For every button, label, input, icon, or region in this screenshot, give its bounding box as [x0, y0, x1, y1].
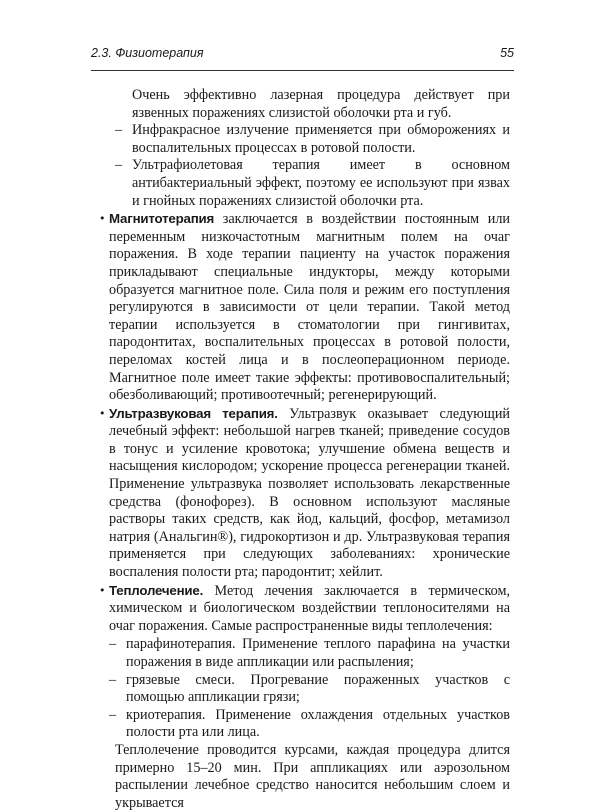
list-item	[109, 672, 510, 707]
bullet-magnetotherapy	[99, 210, 511, 405]
ultrasound-text: Ультразвук оказывает следующий лечебный эффект: небольшой нагрев тканей; приведение сосудов в тонус и усиление кровотока; улучшение обмена веществ и насыщения кислородом; ускорение процесса регенерации тканей. Применение ультразвука позволяет использовать лекарственные средства (фонофорез). В основном используют масляные растворы таких средств, как йод, кальций, фосфор, метамизол натрия (Анальгин®), гидрокортизон и др. Ультразвуковая терапия применяется при следующих заболеваниях: хронические воспаления полости рта; пародонтит; хейлит.	[109, 405, 511, 581]
dash-marker: –	[109, 706, 117, 723]
bullet-icon: •	[99, 212, 106, 226]
continuation-paragraph: Очень эффективно лазерная процедура действует при язвенных поражениях слизистой оболочки рта и губ.	[132, 87, 510, 121]
bullet-heat	[99, 582, 511, 742]
list-item	[109, 707, 510, 742]
list-item-text: грязевые смеси. Прогревание пораженных участков с помощью аппликации грязи;	[126, 671, 510, 706]
bullet-icon: •	[99, 583, 106, 597]
page-number: 55	[500, 46, 514, 60]
list-item-text: криотерапия. Применение охлаждения отдельных участков полости рта или лица.	[126, 706, 510, 741]
dash-marker: –	[115, 157, 123, 174]
dash-marker: –	[115, 122, 123, 139]
dash-marker: –	[109, 671, 117, 688]
magnetotherapy-text: заключается в воздействии постоянным или переменным низкочастотным магнитным полем на очаг поражения. В ходе терапии пациенту на участок поражения прикладывают специальные индукторы, между которыми образуется магнитное поле. Сила поля и режим его поступления регулируются в зависимости от цели терапии. Такой метод терапии используется в стоматологии при гингивитах, пародонтитах, воспалительных процессах в ротовой полости, переломах костей лица и в послеоперационном периоде. Магнитное поле имеет такие эффекты: противовоспалительный; обезболивающий; противоотечный; регенерирующий.	[109, 211, 511, 404]
section-title: 2.3. Физиотерапия	[91, 46, 204, 60]
list-item-text: Инфракрасное излучение применяется при обморожениях и воспалительных процессах в ротовой полости.	[132, 122, 510, 156]
dash-marker: –	[109, 636, 117, 653]
list-item	[109, 636, 510, 671]
bullet-ultrasound	[99, 405, 511, 582]
heat-text: Метод лечения заключается в термическом, химическом и биологическом воздействии теплоносителями на очаг поражения. Самые распространенные виды теплолечения:	[109, 582, 511, 634]
list-item-text: парафинотерапия. Применение теплого парафина на участки поражения в виде аппликации или распыления;	[126, 636, 510, 670]
bullet-icon: •	[99, 406, 106, 420]
body-text	[99, 87, 511, 812]
term-ultrasound: Ультразвуковая терапия.	[109, 405, 278, 421]
list-item-text: Ультрафиолетовая терапия имеет в основном антибактериальный эффект, поэтому ее используют при язвах и гнойных поражениях слизистой оболочки рта.	[132, 157, 510, 209]
list-item	[115, 157, 510, 210]
list-item	[115, 122, 510, 157]
closing-paragraph: Теплолечение проводится курсами, каждая процедура длится примерно 15–20 мин. При аппликациях или аэрозольном распылении лечебное средство наносится небольшим слоем и укрывается	[115, 741, 510, 811]
term-heat: Теплолечение.	[109, 582, 204, 598]
running-header	[91, 40, 514, 71]
term-magnetotherapy: Магнитотерапия	[109, 211, 215, 227]
